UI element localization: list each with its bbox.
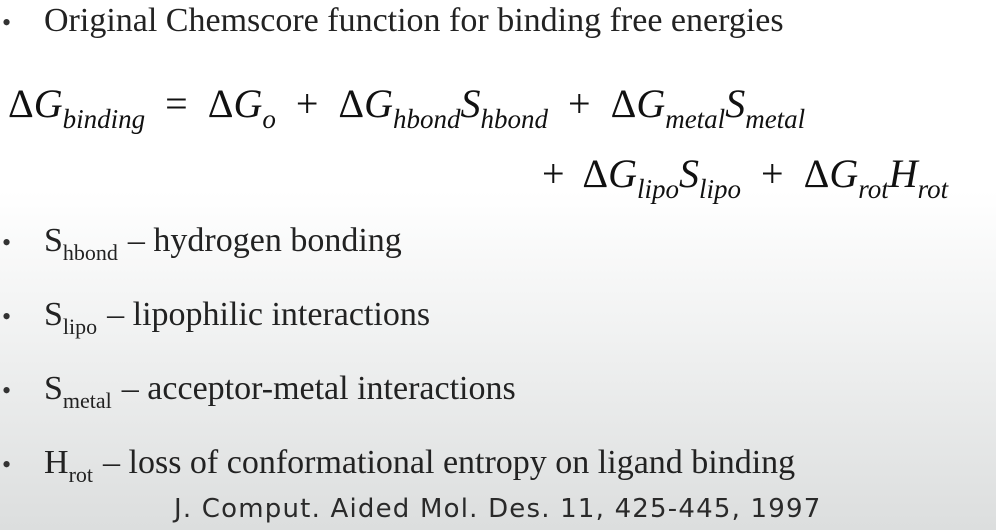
term-metal	[0, 370, 516, 413]
citation-reference: J. Comput. Aided Mol. Des. 11, 425-445, 1997	[174, 494, 822, 524]
subscript-hbond: hbond	[480, 104, 549, 134]
term-subscript: hbond	[62, 240, 118, 265]
h-symbol: H	[888, 151, 918, 196]
delta-symbol: Δ	[8, 81, 34, 126]
subscript-metal: metal	[745, 104, 806, 134]
subscript-lipo: lipo	[636, 174, 679, 204]
subscript-rot: rot	[858, 174, 889, 204]
g-symbol: G	[636, 81, 666, 126]
bullet-marker: •	[2, 302, 12, 331]
s-symbol: S	[460, 81, 481, 126]
plus-sign: +	[295, 81, 319, 126]
term-symbol: H	[44, 444, 69, 481]
g-symbol: G	[364, 81, 394, 126]
title-bullet	[0, 2, 784, 40]
bullet-marker: •	[2, 376, 12, 405]
term-lipo	[0, 296, 431, 339]
delta-symbol: Δ	[582, 151, 609, 196]
g-symbol: G	[33, 81, 63, 126]
term-description: – hydrogen bonding	[127, 222, 402, 259]
subscript-binding: binding	[62, 104, 146, 134]
plus-sign: +	[542, 151, 565, 196]
delta-symbol: Δ	[338, 81, 365, 126]
equals-sign: =	[165, 81, 188, 126]
term-symbol: S	[44, 370, 63, 407]
equation-line-1	[8, 80, 806, 134]
plus-sign: +	[761, 151, 784, 196]
delta-symbol: Δ	[610, 81, 637, 126]
bullet-marker: •	[2, 228, 12, 257]
delta-symbol: Δ	[207, 81, 234, 126]
term-hbond	[0, 222, 402, 265]
g-symbol: G	[233, 81, 263, 126]
term-rot	[0, 444, 796, 487]
title-bullet-text: Original Chemscore function for binding free energies	[44, 2, 784, 39]
term-description: – acceptor-metal interactions	[121, 370, 516, 407]
bullet-marker: •	[2, 8, 12, 37]
subscript-metal: metal	[665, 104, 726, 134]
equation-line-2	[532, 150, 949, 204]
term-description: – lipophilic interactions	[107, 296, 431, 333]
term-symbol: S	[44, 222, 63, 259]
s-symbol: S	[725, 81, 746, 126]
term-subscript: lipo	[62, 314, 98, 339]
subscript-lipo: lipo	[699, 174, 742, 204]
term-symbol: S	[44, 296, 63, 333]
s-symbol: S	[679, 151, 699, 196]
term-subscript: metal	[62, 388, 112, 413]
bullet-marker: •	[2, 450, 12, 479]
subscript-rot: rot	[917, 174, 949, 204]
g-symbol: G	[608, 151, 637, 196]
term-subscript: rot	[68, 462, 94, 487]
delta-symbol: Δ	[803, 151, 830, 196]
subscript-hbond: hbond	[393, 104, 461, 134]
plus-sign: +	[568, 81, 591, 126]
term-description: – loss of conformational entropy on ligand binding	[103, 444, 796, 481]
subscript-o: o	[262, 104, 276, 134]
g-symbol: G	[829, 151, 859, 196]
